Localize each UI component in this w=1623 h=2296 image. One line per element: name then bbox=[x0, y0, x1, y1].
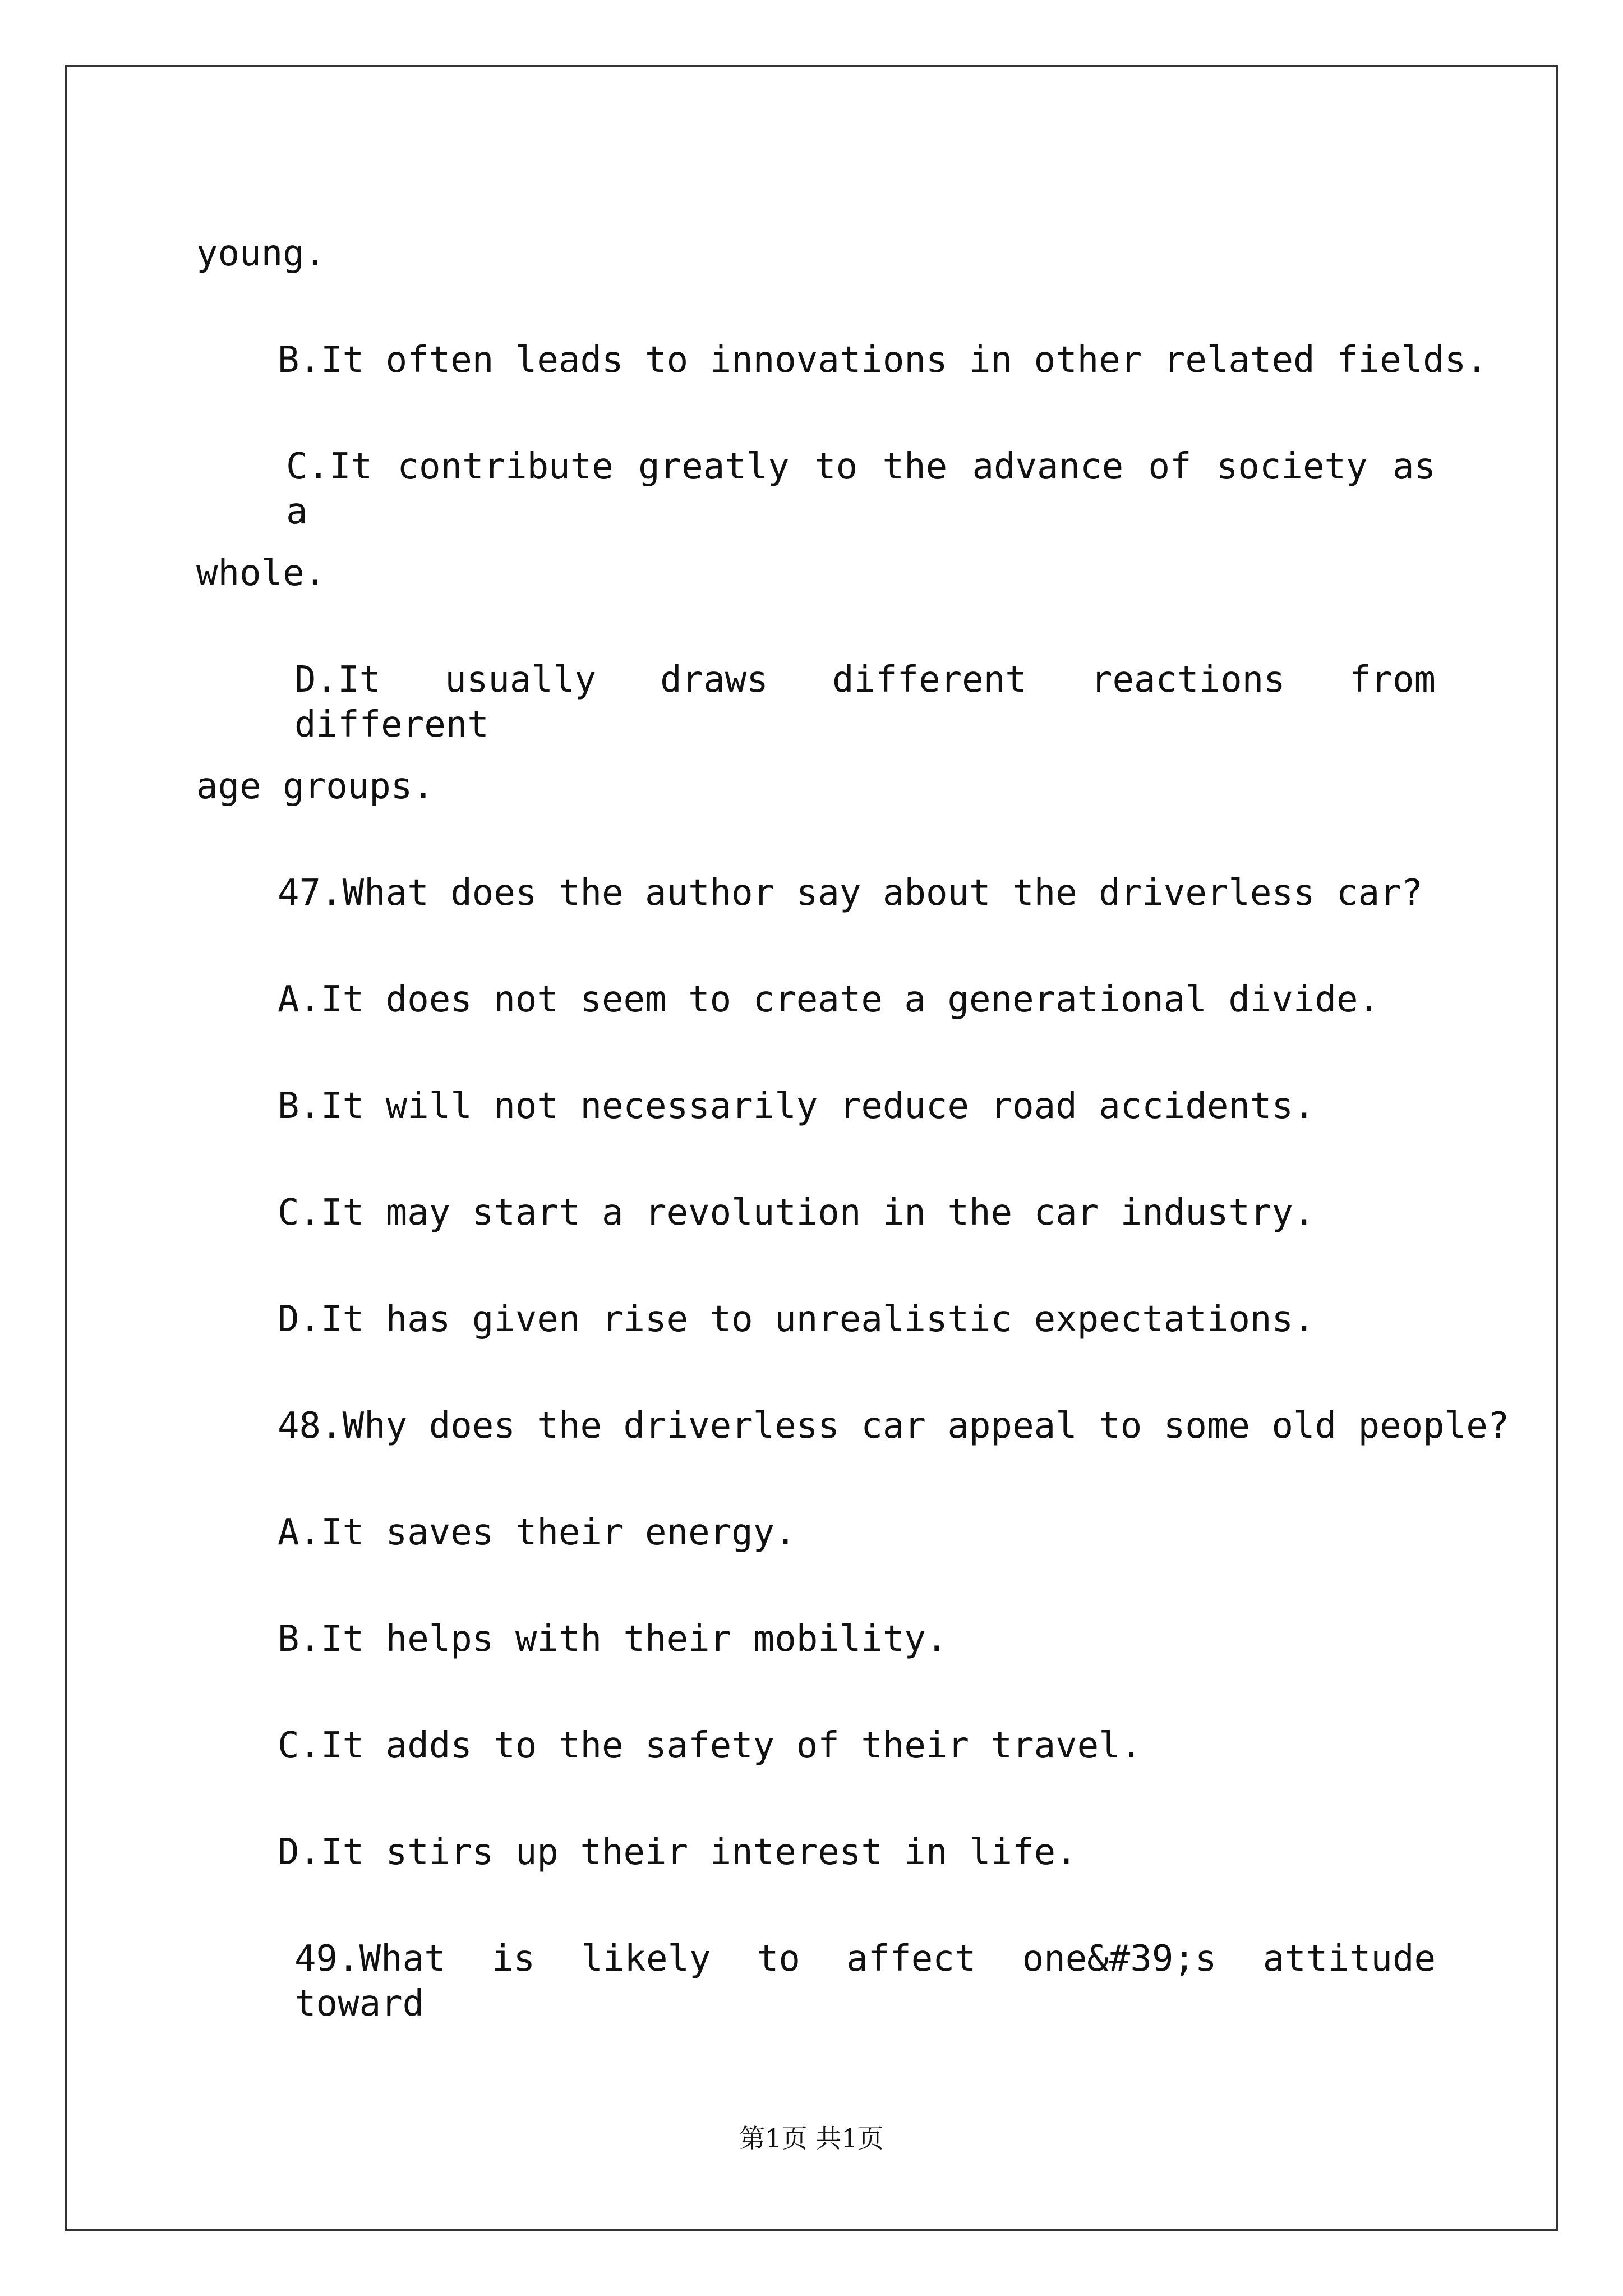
question-48: 48.Why does the driverless car appeal to some old people? bbox=[278, 1405, 1510, 1447]
question-47: 47.What does the author say about the driverless car? bbox=[278, 872, 1423, 914]
option-a-47: A.It does not seem to create a generational divide. bbox=[278, 979, 1380, 1020]
page-border bbox=[65, 65, 1558, 2231]
text-line-age-groups: age groups. bbox=[196, 766, 434, 807]
text-line-whole: whole. bbox=[196, 553, 326, 594]
option-b-48: B.It helps with their mobility. bbox=[278, 1618, 948, 1660]
question-49: 49.What is likely to affect one&#39;s attitude toward bbox=[294, 1938, 1436, 2024]
option-a-48: A.It saves their energy. bbox=[278, 1512, 796, 1553]
option-b-46: B.It often leads to innovations in other related fields. bbox=[278, 339, 1488, 381]
option-d-48: D.It stirs up their interest in life. bbox=[278, 1832, 1077, 1873]
option-c-48: C.It adds to the safety of their travel. bbox=[278, 1725, 1142, 1766]
option-b-47: B.It will not necessarily reduce road accidents. bbox=[278, 1085, 1315, 1127]
option-d-47: D.It has given rise to unrealistic expectations. bbox=[278, 1299, 1315, 1340]
option-c-46: C.It contribute greatly to the advance of society as a bbox=[286, 446, 1436, 532]
text-line-1: young. bbox=[196, 233, 326, 274]
option-c-47: C.It may start a revolution in the car industry. bbox=[278, 1192, 1315, 1234]
page-number-footer: 第1页 共1页 bbox=[739, 2123, 884, 2154]
option-d-46: D.It usually draws different reactions from different bbox=[294, 659, 1436, 746]
